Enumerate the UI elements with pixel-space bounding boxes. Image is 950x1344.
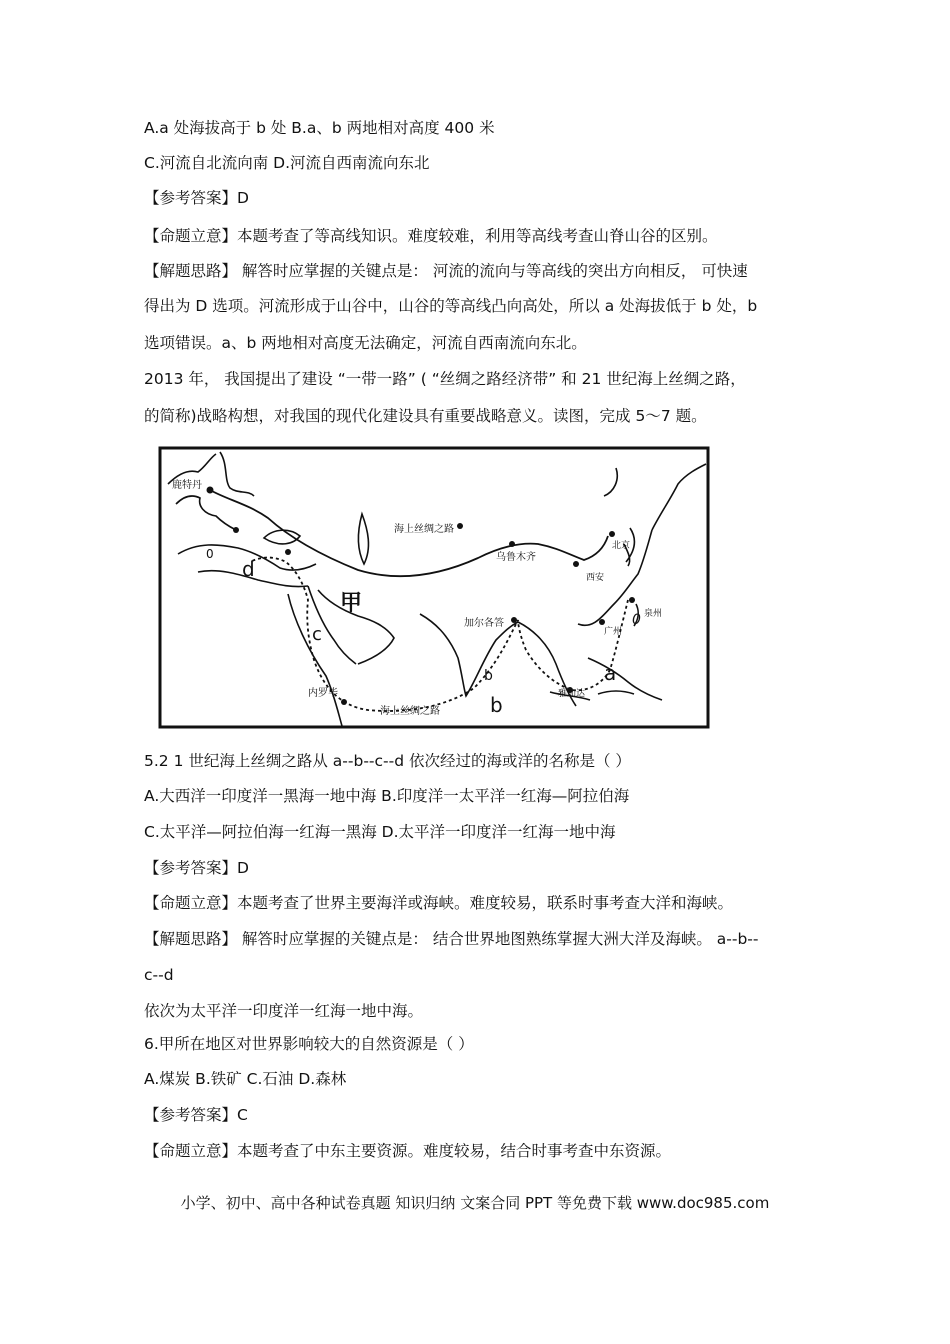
intent-line: 【命题立意】本题考查了世界主要海洋或海峡。难度较易，联系时事考查大洋和海峡。 xyxy=(144,894,734,912)
map-label-jia: 甲 xyxy=(340,591,363,616)
solution-line: c--d xyxy=(144,966,174,984)
silk-road-map xyxy=(158,444,710,730)
map-label-beijing: 北京 xyxy=(612,541,631,551)
map-label-quanzhou: 泉州 xyxy=(644,609,663,619)
passage-line: 2013 年， 我国提出了建设 “一带一路” ( “丝绸之路经济带” 和 21 世纪海上丝绸之路， xyxy=(144,370,746,388)
map-label-o: 0 xyxy=(632,612,641,628)
map-label-a: a xyxy=(604,661,617,685)
map-label-b: b xyxy=(490,693,503,717)
map-label-c: c xyxy=(312,624,322,645)
map-label-o-small: 0 xyxy=(206,547,214,561)
passage-line: 的简称)战略构想，对我国的现代化建设具有重要战略意义。读图，完成 5～7 题。 xyxy=(144,407,707,425)
intent-line: 【命题立意】本题考查了中东主要资源。难度较易，结合时事考查中东资源。 xyxy=(144,1142,672,1160)
solution-line: 选项错误。a、b 两地相对高度无法确定，河流自西南流向东北。 xyxy=(144,334,587,352)
option-line: C.河流自北流向南 D.河流自西南流向东北 xyxy=(144,154,430,172)
map-label-rotterdam: 鹿特丹 xyxy=(172,480,202,491)
answer-line: 【参考答案】C xyxy=(144,1106,248,1124)
map-label-silk-road-sea-bottom: 海上丝绸之路 xyxy=(380,706,440,717)
option-line: A.a 处海拔高于 b 处 B.a、b 两地相对高度 400 米 xyxy=(144,119,495,137)
question-line: 6.甲所在地区对世界影响较大的自然资源是（ ） xyxy=(144,1035,474,1053)
map-label-xian: 西安 xyxy=(586,573,605,583)
option-line: A.煤炭 B.铁矿 C.石油 D.森林 xyxy=(144,1070,347,1088)
question-line: 5.2 1 世纪海上丝绸之路从 a--b--c--d 依次经过的海或洋的名称是（ ） xyxy=(144,752,631,770)
solution-line: 得出为 D 选项。河流形成于山谷中，山谷的等高线凸向高处，所以 a 处海拔低于 b 处，b xyxy=(144,297,758,315)
solution-line: 依次为太平洋一印度洋一红海一地中海。 xyxy=(144,1002,424,1020)
map-label-d: d xyxy=(242,557,255,581)
solution-line: 【解题思路】 解答时应掌握的关键点是： 结合世界地图熟练掌握大洲大洋及海峡。 a--b-- xyxy=(144,930,759,948)
map-label-guangzhou: 广州 xyxy=(604,627,623,637)
map-label-b-small: b xyxy=(484,668,493,684)
map-label-silk-road-sea: 海上丝绸之路 xyxy=(394,524,454,535)
option-line: C.太平洋—阿拉伯海一红海一黑海 D.太平洋一印度洋一红海一地中海 xyxy=(144,823,616,841)
intent-line: 【命题立意】本题考查了等高线知识。难度较难，利用等高线考查山脊山谷的区别。 xyxy=(144,227,718,245)
map-label-kolkata: 加尔各答 xyxy=(464,618,504,629)
map-label-jakarta: 雅加达 xyxy=(558,689,586,699)
answer-line: 【参考答案】D xyxy=(144,859,249,877)
page-footer: 小学、初中、高中各种试卷真题 知识归纳 文案合同 PPT 等免费下载 www.doc985.com xyxy=(180,1194,770,1212)
map-label-nairobi: 内罗毕 xyxy=(308,688,338,699)
answer-line: 【参考答案】D xyxy=(144,189,249,207)
solution-line: 【解题思路】 解答时应掌握的关键点是： 河流的流向与等高线的突出方向相反， 可快速 xyxy=(144,262,748,280)
option-line: A.大西洋一印度洋一黑海一地中海 B.印度洋一太平洋一红海—阿拉伯海 xyxy=(144,787,630,805)
map-label-urumqi: 乌鲁木齐 xyxy=(496,552,536,563)
